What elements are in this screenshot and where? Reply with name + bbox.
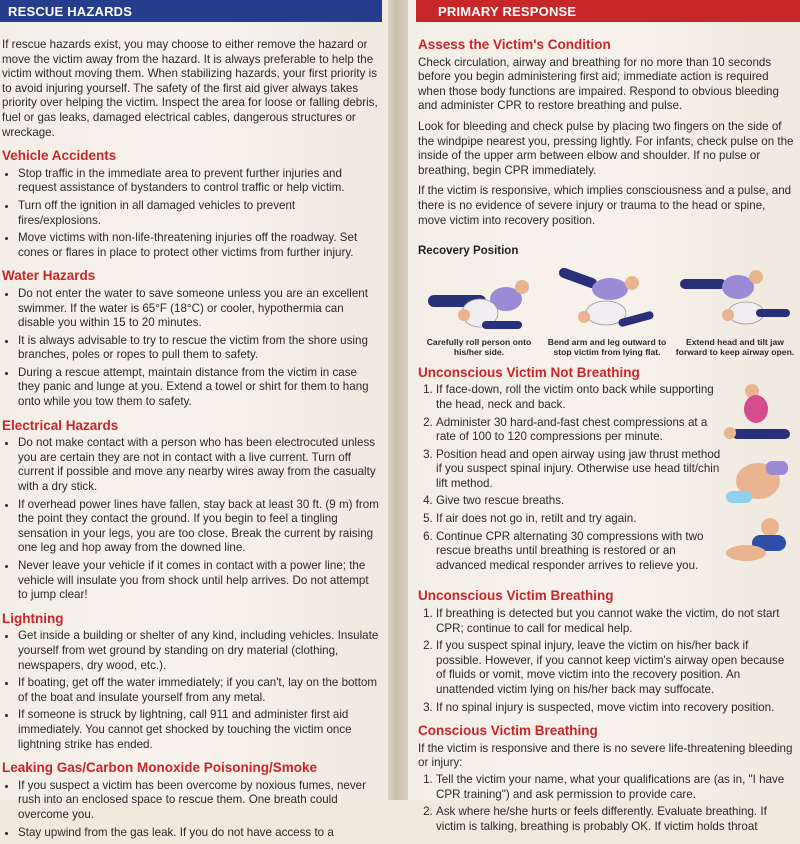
recovery-position-title: Recovery Position bbox=[418, 245, 519, 258]
recovery-step-1 bbox=[418, 265, 540, 357]
list-item: 1. Tell the victim your name, what your qualifications are (as in, "I have CPR training") and ask permission to provide care. bbox=[436, 773, 796, 802]
recovery-caption: Bend arm and leg outward to stop victim from lying flat. bbox=[547, 336, 667, 357]
right-page bbox=[408, 0, 800, 833]
left-page bbox=[0, 0, 388, 839]
right-page-body bbox=[418, 38, 796, 838]
list-item: 2. Administer 30 hard-and-fast chest compressions at a rate of 100 to 120 compressions per minute. bbox=[436, 416, 722, 445]
list-item: • Turn off the ignition in all damaged vehicles to prevent fires/explosions. bbox=[18, 199, 380, 228]
lightning-list bbox=[2, 629, 380, 752]
list-item: • If overhead power lines have fallen, stay back at least 30 ft. (9 m) from the point they contact the ground. If you begin to feel a tingling sensation in your legs, you are too close. Break the current by raising one leg and hop away from the downed line. bbox=[18, 498, 380, 556]
list-item: 5. If air does not go in, retilt and try again. bbox=[436, 512, 722, 527]
list-item: 6. Continue CPR alternating 30 compressions with two rescue breaths until breathing is restored or an advanced medical responder arrives to relieve you. bbox=[436, 530, 722, 574]
cpr-illustrations bbox=[722, 383, 796, 580]
gas-smoke-list bbox=[2, 779, 380, 840]
recovery-position-illustrations bbox=[418, 265, 796, 357]
rescue-hazards-banner: RESCUE HAZARDS bbox=[0, 0, 382, 22]
unconscious-not-breathing-block bbox=[418, 383, 796, 580]
tilt-head-illustration bbox=[676, 265, 794, 335]
unconscious-not-breathing-heading: Unconscious Victim Not Breathing bbox=[418, 364, 640, 380]
assess-heading: Assess the Victim's Condition bbox=[418, 37, 611, 52]
list-item: • If someone is struck by lightning, call 911 and administer first aid immediately. You cannot get shocked by touching the victim once lightning strike has ended. bbox=[18, 708, 380, 752]
list-item: 3. If no spinal injury is suspected, move victim into recovery position. bbox=[436, 701, 796, 716]
page-gutter bbox=[388, 0, 408, 800]
unconscious-breathing-heading: Unconscious Victim Breathing bbox=[418, 588, 614, 604]
bend-arm-leg-illustration bbox=[548, 265, 666, 335]
unconscious-not-breathing-steps bbox=[418, 383, 722, 576]
list-item: 4. Give two rescue breaths. bbox=[436, 494, 722, 509]
recovery-caption: Extend head and tilt jaw forward to keep airway open. bbox=[675, 336, 795, 357]
list-item: • Stay upwind from the gas leak. If you do not have access to a bbox=[18, 826, 380, 841]
vehicle-accidents-heading: Vehicle Accidents bbox=[2, 148, 117, 164]
water-hazards-list bbox=[2, 287, 380, 410]
conscious-breathing-intro: If the victim is responsive and there is no severe life-threatening bleeding or injury: bbox=[418, 741, 793, 770]
roll-person-illustration bbox=[420, 265, 538, 335]
vehicle-accidents-list bbox=[2, 167, 380, 261]
list-item: 1. If face-down, roll the victim onto back while supporting the head, neck and back. bbox=[436, 383, 722, 412]
chest-compression-illustration bbox=[722, 383, 796, 447]
list-item: • If you suspect a victim has been overcome by noxious fumes, never rush into an enclosed space to rescue them. One breath could overcome you. bbox=[18, 779, 380, 823]
assess-paragraph: Check circulation, airway and breathing for no more than 10 seconds before you begin administering first aid; immediate action is required when those body functions are impaired. Respond to obvious bleeding and administer CPR to restore breathing and pulse. bbox=[418, 55, 779, 113]
conscious-breathing-heading: Conscious Victim Breathing bbox=[418, 723, 598, 739]
rescue-hazards-intro: If rescue hazards exist, you may choose to either remove the hazard or move the victim away from the hazard. It is always preferable to help the victim without moving them. When stabilizing hazards, your first priority is to avoid injuring yourself. The safety of the first aid giver always takes priority over helping the victim. Inspect the area for loose or falling debris, fuel or gas leaks, damaged electrical cables, dangerous structures or wreckage. bbox=[2, 38, 378, 139]
lightning-heading: Lightning bbox=[2, 610, 64, 626]
list-item: • It is always advisable to try to rescue the victim from the shore using branches, poles or ropes to pull them to safety. bbox=[18, 334, 380, 363]
list-item: 2. If you suspect spinal injury, leave the victim on his/her back if possible. However, if you cannot keep victim's airway open because of fluids or vomit, move victim into the recovery position. An unattended victim lying on his/her back may suffocate. bbox=[436, 639, 796, 697]
list-item: • Stop traffic in the immediate area to prevent further injuries and request assistance of bystanders to control traffic or help victim. bbox=[18, 167, 380, 196]
recovery-step-3 bbox=[674, 265, 796, 357]
list-item: • Get inside a building or shelter of any kind, including vehicles. Insulate yourself from wet ground by standing on dry material (clothing, newspapers, dry wood, etc.). bbox=[18, 629, 380, 673]
assess-paragraph: If the victim is responsive, which implies consciousness and a pulse, and there is no evidence of severe injury or trauma to the head or spine, move victim into recovery position. bbox=[418, 184, 792, 227]
assess-paragraph: Look for bleeding and check pulse by placing two fingers on the side of the windpipe nearest you, pressing lightly. For infants, check pulse on the inside of the upper arm between elbow and shoulder. If no pulse or breathing, begin CPR immediately. bbox=[418, 119, 794, 177]
rescue-breath-illustration bbox=[722, 513, 796, 563]
unconscious-breathing-steps bbox=[418, 607, 796, 715]
list-item: 3. Position head and open airway using jaw thrust method if you suspect spinal injury. Otherwise use head tilt/chin lift method. bbox=[436, 448, 722, 492]
list-item: 1. If breathing is detected but you cannot wake the victim, do not start CPR; continue to call for medical help. bbox=[436, 607, 796, 636]
electrical-hazards-heading: Electrical Hazards bbox=[2, 417, 119, 433]
left-page-body bbox=[2, 38, 380, 844]
conscious-breathing-steps bbox=[418, 773, 796, 834]
list-item: • If boating, get off the water immediately; if you can't, lay on the bottom of the boat and insulate yourself from any metal. bbox=[18, 676, 380, 705]
recovery-step-2 bbox=[546, 265, 668, 357]
list-item: • Do not enter the water to save someone unless you are an excellent swimmer. If the water is 65°F (18°C) or cooler, hypothermia can disable you within 15 to 20 minutes. bbox=[18, 287, 380, 331]
list-item: • During a rescue attempt, maintain distance from the victim in case they panic and lunge at you. Extend a towel or shirt for them to hang onto while you tow them to safety. bbox=[18, 366, 380, 410]
gas-smoke-heading: Leaking Gas/Carbon Monoxide Poisoning/Smoke bbox=[2, 760, 318, 776]
primary-response-banner: PRIMARY RESPONSE bbox=[416, 0, 800, 22]
recovery-caption: Carefully roll person onto his/her side. bbox=[426, 336, 532, 357]
electrical-hazards-list bbox=[2, 436, 380, 603]
airway-illustration bbox=[722, 455, 796, 505]
list-item: • Never leave your vehicle if it comes in contact with a power line; the vehicle will insulate you from shock until help arrives. Do not attempt to jump clear! bbox=[18, 559, 380, 603]
water-hazards-heading: Water Hazards bbox=[2, 268, 96, 284]
list-item: • Move victims with non-life-threatening injuries off the roadway. Set cones or flares in place to protect other victims from further injury. bbox=[18, 231, 380, 260]
list-item: • Do not make contact with a person who has been electrocuted unless you are certain they are not in contact with a live current. Turn off current if possible and move any nearby wires away from the casualty with a dry stick. bbox=[18, 436, 380, 494]
list-item: 2. Ask where he/she hurts or feels differently. Evaluate breathing. If victim is talking, breathing is probably OK. If victim holds throat bbox=[436, 805, 796, 834]
